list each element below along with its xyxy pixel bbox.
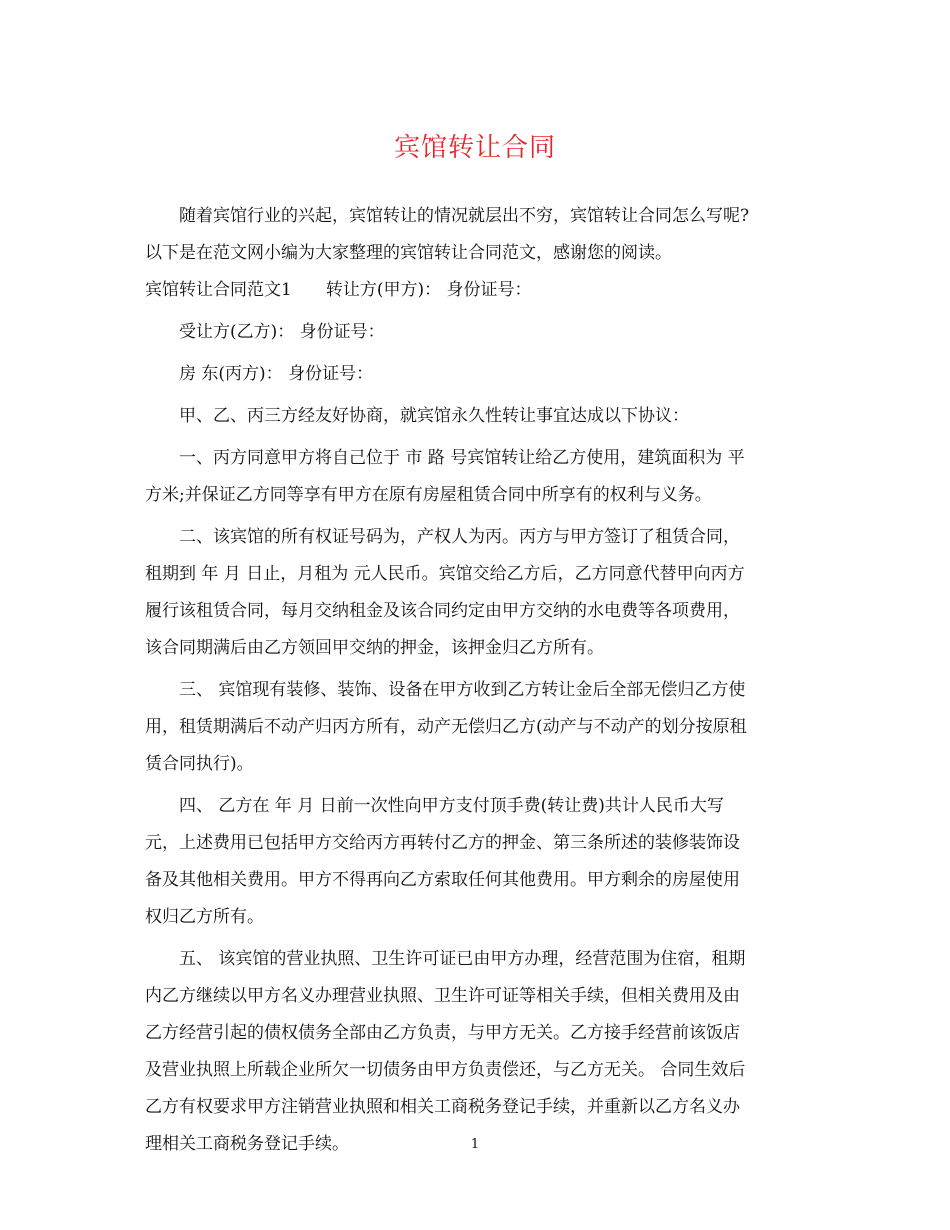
clause-4-line-1: 四、 乙方在 年 月 日前一次性向甲方支付顶手费(转让费)共计人民币大写 [179, 796, 724, 816]
parties-transferee-line: 受让方(乙方)： 身份证号： [179, 322, 385, 342]
document-title: 宾馆转让合同 [393, 133, 556, 163]
clause-5-line-2: 内乙方继续以甲方名义办理营业执照、卫生许可证等相关手续，但相关费用及由 [145, 986, 740, 1006]
clause-5-line-4: 及营业执照上所载企业所欠一切债务由甲方负责偿还，与乙方无关。 合同生效后 [145, 1060, 746, 1080]
clause-4-line-4: 权归乙方所有。 [145, 907, 264, 927]
clause-2-line-1: 二、该宾馆的所有权证号码为，产权人为丙。丙方与甲方签订了租赁合同， [179, 527, 740, 547]
clause-1-line-1: 一、丙方同意甲方将自己位于 市 路 号宾馆转让给乙方使用，建筑面积为 平 [179, 448, 745, 468]
intro-line-1: 随着宾馆行业的兴起，宾馆转让的情况就层出不穷，宾馆转让合同怎么写呢? [179, 206, 750, 226]
parties-landlord-line: 房 东(丙方)： 身份证号： [179, 364, 374, 384]
document-body [145, 198, 805, 1163]
clause-2-line-3: 履行该租赁合同，每月交纳租金及该合同约定由甲方交纳的水电费等各项费用， [145, 601, 740, 621]
page-number: 1 [470, 1137, 480, 1152]
clause-4-line-3: 备及其他相关费用。甲方不得再向乙方索取任何其他费用。甲方剩余的房屋使用 [145, 870, 740, 890]
intro-line-2: 以下是在范文网小编为大家整理的宾馆转让合同范文，感谢您的阅读。 [145, 243, 672, 263]
clause-5-line-5: 乙方有权要求甲方注销营业执照和相关工商税务登记手续，并重新以乙方名义办 [145, 1097, 740, 1117]
clause-2-line-4: 该合同期满后由乙方领回甲交纳的押金，该押金归乙方所有。 [145, 638, 604, 658]
clause-3-line-1: 三、 宾馆现有装修、装饰、设备在甲方收到乙方转让金后全部无偿归乙方使 [179, 680, 746, 700]
clause-2-line-2: 租期到 年 月 日止，月租为 元人民币。宾馆交给乙方后，乙方同意代替甲向丙方 [145, 564, 745, 584]
clause-3-line-3: 赁合同执行)。 [145, 754, 254, 774]
clause-5-line-3: 乙方经营引起的债权债务全部由乙方负责，与甲方无关。乙方接手经营前该饭店 [145, 1023, 740, 1043]
clause-1-line-2: 方米;并保证乙方同等享有甲方在原有房屋租赁合同中所享有的权利与义务。 [145, 485, 712, 505]
clause-4-line-2: 元，上述费用已包括甲方交给丙方再转付乙方的押金、第三条所述的装修装饰设 [145, 833, 740, 853]
clause-3-line-2: 用，租赁期满后不动产归丙方所有，动产无偿归乙方(动产与不动产的划分按原租 [145, 717, 747, 737]
parties-transferor-line: 宾馆转让合同范文1 转让方(甲方)： 身份证号： [145, 280, 532, 300]
clause-5-line-1: 五、 该宾馆的营业执照、卫生许可证已由甲方办理，经营范围为住宿，租期 [179, 949, 746, 969]
agreement-intro-line: 甲、乙、丙三方经友好协商，就宾馆永久性转让事宜达成以下协议： [179, 406, 689, 426]
clause-5-line-6: 理相关工商税务登记手续。 [145, 1134, 349, 1154]
